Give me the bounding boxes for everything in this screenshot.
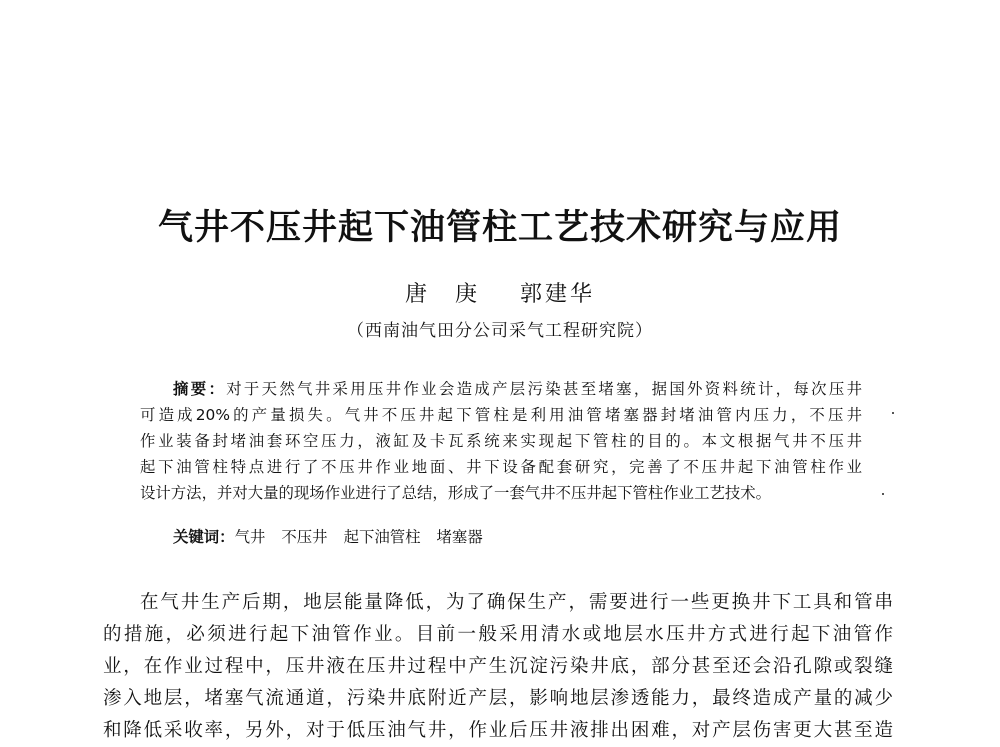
body-line: 和降低采收率，另外，对于低压油气井，作业后压井液排出困难，对产层伤害更大甚至造: [103, 720, 893, 741]
body-line: 业，在作业过程中，压井液在压井过程中产生沉淀污染井底，部分甚至还会沿孔隙或裂缝: [103, 656, 893, 677]
keyword: 起下油管柱: [343, 528, 421, 546]
keyword: 堵塞器: [436, 528, 483, 546]
abstract-line: 可造成20%的产量损失。气井不压井起下管柱是利用油管堵塞器封堵油管内压力，不压井: [140, 406, 862, 424]
abstract-label: 摘要：: [173, 380, 227, 398]
affiliation: （西南油气田分公司采气工程研究院）: [347, 321, 653, 341]
paper-title: 气井不压井起下油管柱工艺技术研究与应用: [157, 208, 842, 248]
abstract-line: [140, 376, 862, 402]
keyword: 气井: [234, 528, 266, 546]
body-line: 渗入地层，堵塞气流通道，污染井底附近产层，影响地层渗透能力，最终造成产量的减少: [103, 688, 893, 709]
author-2: 郭建华: [520, 282, 596, 307]
abstract-block: [140, 376, 862, 506]
abstract-line: 作业装备封堵油套环空压力，液缸及卡瓦系统来实现起下管柱的目的。本文根据气井不压井: [140, 432, 862, 450]
abstract-line: 起下油管柱特点进行了不压井作业地面、井下设备配套研究，完善了不压井起下油管柱作业: [140, 458, 862, 476]
keywords-line: [173, 525, 499, 547]
author-line: [0, 277, 1000, 308]
author-1: 唐 庚: [404, 282, 480, 307]
scan-speck: [892, 412, 894, 414]
scan-speck: [882, 493, 884, 495]
body-text: [103, 587, 893, 747]
keyword: 不压井: [281, 528, 328, 546]
keywords-label: 关键词：: [173, 528, 235, 546]
abstract-line: 设计方法，并对大量的现场作业进行了总结，形成了一套气井不压井起下管柱作业工艺技术。: [140, 484, 772, 502]
body-line: 在气井生产后期，地层能量降低，为了确保生产，需要进行一些更换井下工具和管串: [140, 592, 893, 613]
body-line: 的措施，必须进行起下油管作业。目前一般采用清水或地层水压井方式进行起下油管作: [103, 624, 893, 645]
abstract-text: 对于天然气井采用压井作业会造成产层污染甚至堵塞，据国外资料统计，每次压井: [226, 380, 862, 398]
